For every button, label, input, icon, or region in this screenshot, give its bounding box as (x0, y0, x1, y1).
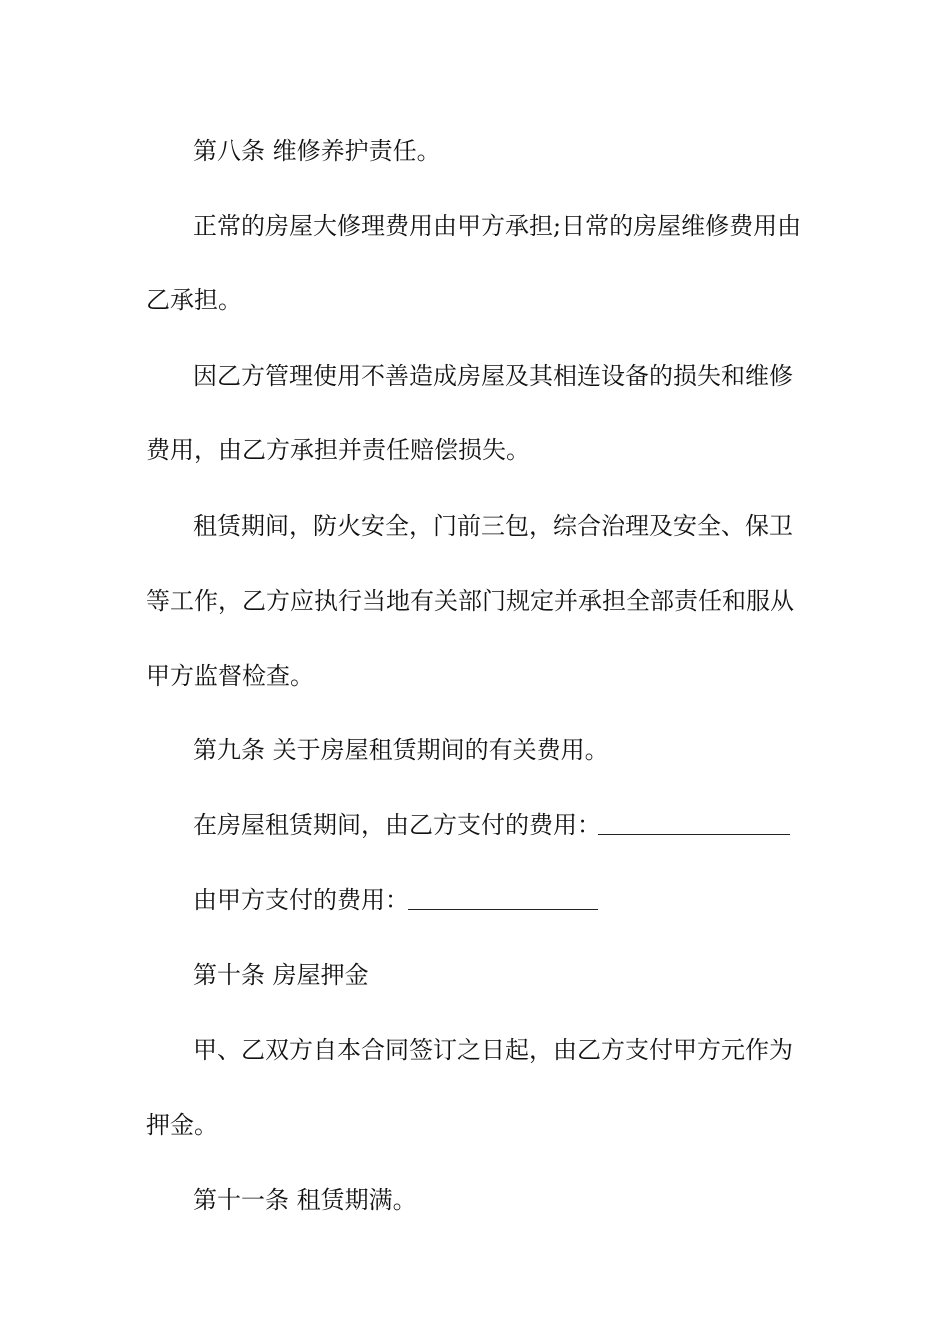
paragraph-line (0, 656, 950, 696)
paragraph-line (0, 430, 950, 470)
paragraph-text: 由甲方支付的费用： (193, 886, 409, 914)
paragraph-text: 第十条 房屋押金 (193, 961, 369, 989)
article-8-heading (0, 131, 950, 171)
paragraph-text: 等工作，乙方应执行当地有关部门规定并承担全部责任和服从 (146, 587, 794, 615)
paragraph-line (0, 1105, 950, 1145)
paragraph-line (0, 581, 950, 621)
paragraph-line (0, 506, 950, 546)
article-10-heading (0, 955, 950, 995)
paragraph-text: 第十一条 租赁期满。 (193, 1186, 417, 1214)
paragraph-text: 正常的房屋大修理费用由甲方承担;日常的房屋维修费用由 (193, 212, 802, 240)
landlord-fees-blank (408, 909, 598, 910)
paragraph-line (0, 1030, 950, 1070)
paragraph-line (0, 356, 950, 396)
article-11-heading (0, 1180, 950, 1220)
paragraph-line (0, 206, 950, 246)
landlord-fees-line (0, 880, 950, 920)
paragraph-line (0, 280, 950, 320)
paragraph-text: 第九条 关于房屋租赁期间的有关费用。 (193, 736, 609, 764)
paragraph-text: 乙承担。 (146, 286, 242, 314)
paragraph-text: 甲、乙双方自本合同签订之日起，由乙方支付甲方元作为 (193, 1036, 793, 1064)
paragraph-text: 因乙方管理使用不善造成房屋及其相连设备的损失和维修 (193, 362, 793, 390)
paragraph-text: 甲方监督检查。 (146, 662, 314, 690)
paragraph-text: 押金。 (146, 1111, 218, 1139)
paragraph-text: 第八条 维修养护责任。 (193, 137, 441, 165)
tenant-fees-line (0, 805, 950, 845)
tenant-fees-blank (598, 834, 790, 835)
paragraph-text: 租赁期间，防火安全，门前三包，综合治理及安全、保卫 (193, 512, 793, 540)
paragraph-text: 在房屋租赁期间，由乙方支付的费用： (193, 811, 601, 839)
paragraph-text: 费用，由乙方承担并责任赔偿损失。 (146, 436, 530, 464)
article-9-heading (0, 730, 950, 770)
